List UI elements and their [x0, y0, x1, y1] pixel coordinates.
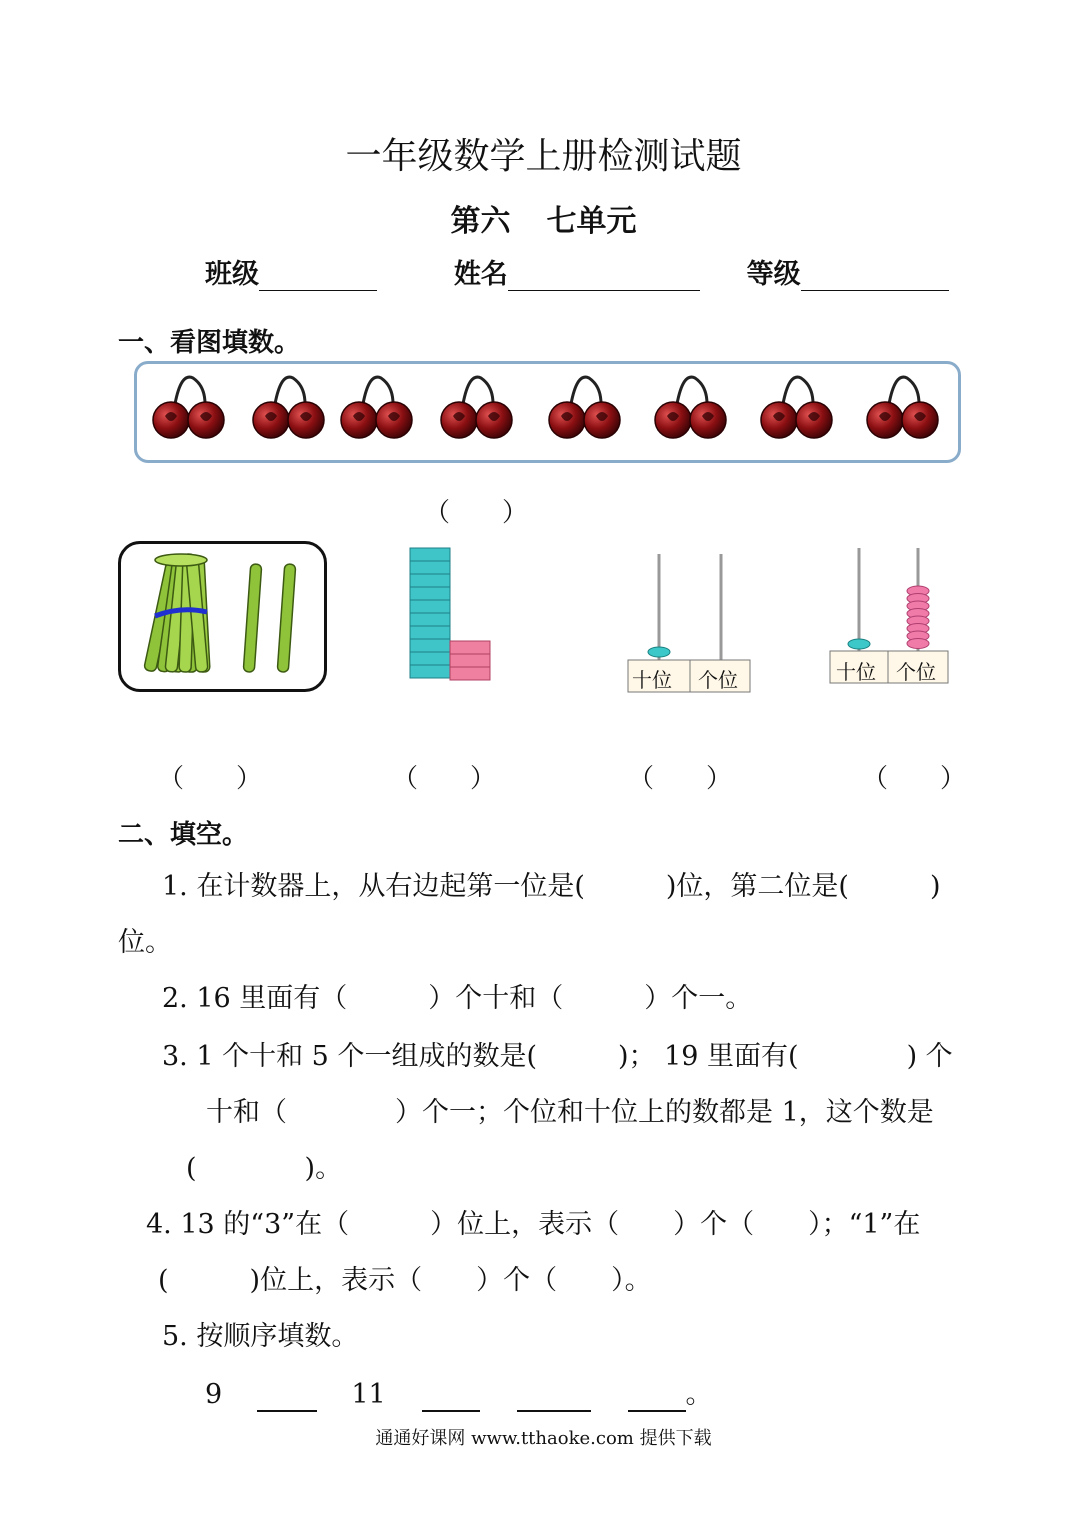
- class-label: 班级: [205, 259, 259, 290]
- seq-blank-2[interactable]: [422, 1384, 480, 1412]
- seq-end: 。: [685, 1379, 713, 1410]
- q1-line1: 1. 在计数器上，从右边起第一位是( )位，第二位是( ): [162, 871, 941, 902]
- cherry-pair: [761, 377, 832, 438]
- sticks-illustration: [121, 544, 324, 689]
- ten-cube: [410, 548, 450, 561]
- cherry-pair: [549, 377, 620, 438]
- cubes-illustration: [408, 546, 494, 684]
- tens-bead: [848, 639, 870, 649]
- section2-heading: 二、填空。: [118, 820, 249, 850]
- cherries-illustration: [137, 364, 958, 460]
- abacus2-ones-label: 个位: [896, 660, 936, 684]
- q5-sequence: [205, 1378, 713, 1412]
- ten-cube: [410, 574, 450, 587]
- seq-blank-3[interactable]: [517, 1384, 591, 1412]
- grade-blank[interactable]: [801, 262, 949, 291]
- single-stick: [277, 564, 296, 673]
- subtitle-part1: 第六: [450, 204, 511, 239]
- answer-paren-sticks[interactable]: （ ）: [158, 764, 263, 794]
- ten-cube: [410, 587, 450, 600]
- cherry-pair: [341, 377, 412, 438]
- cherry-pair: [253, 377, 324, 438]
- answer-paren-cubes[interactable]: （ ）: [392, 764, 497, 794]
- abacus1-tens-label: 十位: [632, 668, 672, 692]
- q3-line1: 3. 1 个十和 5 个一组成的数是( )； 19 里面有( ) 个: [162, 1041, 953, 1072]
- ten-cube: [410, 561, 450, 574]
- one-cube: [450, 667, 490, 680]
- q3-line3: ( )。: [186, 1153, 343, 1184]
- cherry-pair: [153, 377, 224, 438]
- cherry-answer-paren[interactable]: （ ）: [424, 498, 529, 528]
- q4-line1: 4. 13 的“3”在（ ）位上，表示（ ）个（ ）；“1”在: [146, 1209, 921, 1240]
- cherry-pair: [441, 377, 512, 438]
- ten-cube: [410, 639, 450, 652]
- cherry-picture-box: [134, 361, 961, 463]
- ten-cube: [410, 626, 450, 639]
- answer-paren-abacus1[interactable]: （ ）: [628, 764, 733, 794]
- ten-cube: [410, 613, 450, 626]
- answer-paren-abacus2[interactable]: （ ）: [862, 764, 967, 794]
- section1-heading: 一、看图填数。: [118, 328, 301, 358]
- sticks-picture-box: [118, 541, 327, 692]
- abacus1-ones-label: 个位: [698, 668, 738, 692]
- q3-line2: 十和（ ）个一；个位和十位上的数都是 1，这个数是: [206, 1097, 934, 1128]
- ones-bead: [907, 639, 929, 649]
- class-blank[interactable]: [259, 262, 377, 291]
- abacus2-tens-label: 十位: [836, 660, 876, 684]
- stick-bundle: [144, 554, 210, 672]
- q1-line2: 位。: [118, 927, 172, 958]
- subtitle-part2: 七单元: [546, 204, 637, 239]
- one-cube: [450, 641, 490, 654]
- ten-cube: [410, 652, 450, 665]
- q5-label: 5. 按顺序填数。: [162, 1321, 359, 1352]
- seq-number-11: 11: [351, 1379, 386, 1410]
- single-stick: [243, 564, 262, 673]
- q4-line2: ( )位上，表示（ ）个（ ）。: [158, 1265, 652, 1296]
- unit-subtitle: [0, 196, 1087, 240]
- name-blank[interactable]: [508, 262, 700, 291]
- cherry-pair: [867, 377, 938, 438]
- seq-blank-4[interactable]: [628, 1384, 686, 1412]
- q2-text: 2. 16 里面有（ ）个十和（ ）个一。: [162, 983, 753, 1014]
- one-cube: [450, 654, 490, 667]
- seq-number-9: 9: [205, 1379, 223, 1410]
- page-title: 一年级数学上册检测试题: [345, 136, 742, 177]
- cherry-pair: [655, 377, 726, 438]
- student-info-fields: [205, 252, 949, 291]
- grade-label: 等级: [746, 259, 801, 290]
- name-label: 姓名: [453, 259, 508, 290]
- tens-bead: [648, 647, 670, 657]
- footer-credit: 通通好课网 www.tthaoke.com 提供下载: [375, 1428, 712, 1449]
- ten-cube: [410, 665, 450, 678]
- ten-cube: [410, 600, 450, 613]
- seq-blank-1[interactable]: [257, 1384, 317, 1412]
